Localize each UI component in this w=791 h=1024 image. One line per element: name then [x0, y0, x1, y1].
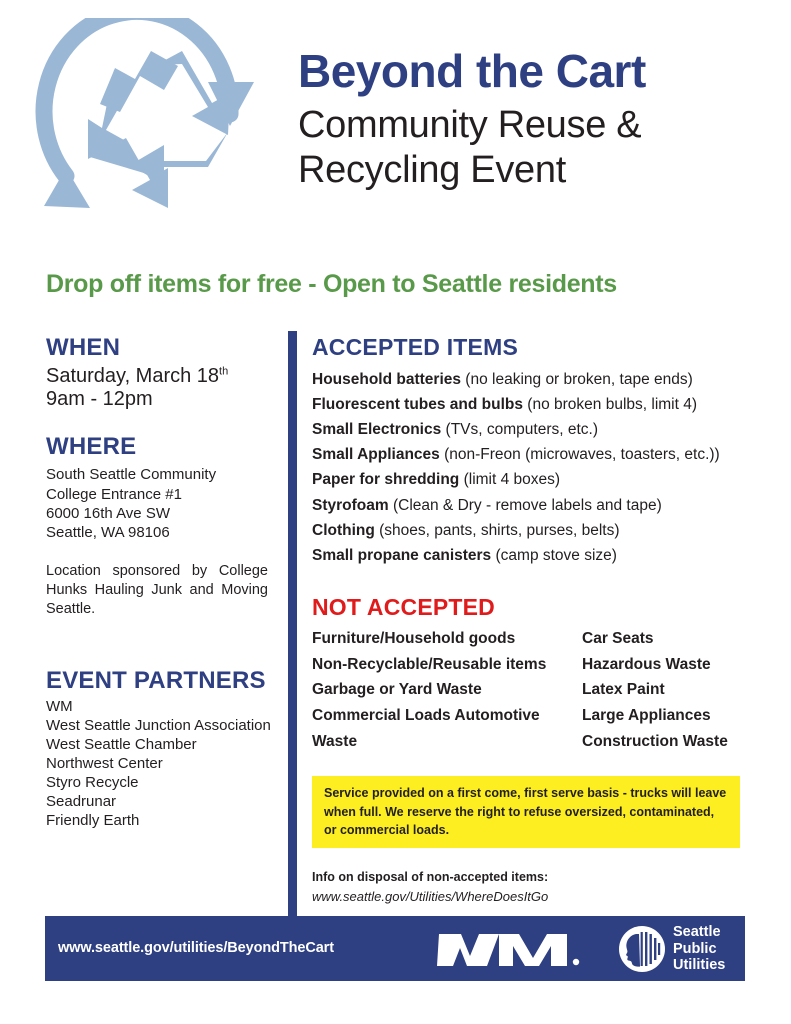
- right-column: [312, 334, 762, 904]
- item-detail: (Clean & Dry - remove labels and tape): [388, 496, 662, 514]
- list-item: Car Seats: [582, 629, 654, 647]
- left-column: [46, 334, 276, 830]
- list-item: [312, 518, 762, 543]
- item-name: Small Electronics: [312, 421, 442, 439]
- list-item: West Seattle Chamber: [46, 735, 197, 753]
- not-accepted-list: [312, 626, 762, 755]
- vertical-divider: [288, 331, 297, 919]
- not-accepted-column-right: [582, 626, 762, 755]
- title-block: [298, 45, 768, 193]
- spu-line-1: Seattle: [673, 923, 721, 940]
- list-item: WM: [46, 697, 73, 715]
- address-line: 6000 16th Ave SW: [46, 504, 170, 522]
- item-name: Clothing: [312, 521, 375, 539]
- list-item: Commercial Loads Automotive: [312, 707, 540, 725]
- page-title: Beyond the Cart: [298, 45, 646, 97]
- item-detail: (TVs, computers, etc.): [441, 421, 598, 439]
- list-item: Styro Recycle: [46, 773, 139, 791]
- list-item: [312, 367, 762, 392]
- event-time: 9am - 12pm: [46, 388, 153, 411]
- list-item: Construction Waste: [582, 732, 728, 750]
- when-details: [46, 365, 276, 411]
- list-item: [312, 417, 762, 442]
- not-accepted-heading: NOT ACCEPTED: [312, 593, 495, 620]
- location-sponsor-note: Location sponsored by College Hunks Hauling Junk and Moving Seattle.: [46, 563, 268, 617]
- tagline: Drop off items for free - Open to Seattle residents: [46, 270, 617, 298]
- item-name: Household batteries: [312, 371, 461, 388]
- flyer-header: [0, 0, 791, 298]
- list-item: West Seattle Junction Association: [46, 716, 271, 734]
- list-item: [312, 442, 762, 467]
- item-name: Small Appliances: [312, 446, 440, 464]
- wm-wordmark-logo: [437, 928, 587, 970]
- disposal-info-heading: Info on disposal of non-accepted items:: [312, 869, 549, 884]
- list-item: Furniture/Household goods: [312, 629, 516, 647]
- event-date-text: Saturday, March 18: [46, 365, 220, 387]
- flyer-footer: [45, 916, 745, 981]
- event-partners-heading: EVENT PARTNERS: [46, 666, 266, 694]
- item-detail: (camp stove size): [491, 546, 617, 564]
- list-item: Latex Paint: [582, 681, 665, 699]
- footer-url[interactable]: www.seattle.gov/utilities/BeyondTheCart: [58, 940, 334, 956]
- list-item: Waste: [312, 732, 358, 750]
- item-name: Styrofoam: [312, 496, 389, 514]
- item-detail: (non-Freon (microwaves, toasters, etc.)): [439, 446, 720, 464]
- spu-line-2: Public: [673, 940, 717, 957]
- accepted-items-list: [312, 367, 762, 568]
- event-date-ordinal: th: [219, 365, 229, 378]
- address-line: South Seattle Community: [46, 466, 217, 484]
- seattle-public-utilities-wordmark: [673, 924, 725, 974]
- list-item: Garbage or Yard Waste: [312, 681, 482, 699]
- subtitle-line-2: Recycling Event: [298, 148, 566, 191]
- list-item: Hazardous Waste: [582, 655, 711, 673]
- item-detail: (no broken bulbs, limit 4): [523, 396, 698, 414]
- seattle-public-utilities-seal-icon: [618, 925, 666, 973]
- subtitle-line-1: Community Reuse &: [298, 103, 642, 146]
- service-notice-box: [312, 776, 740, 847]
- when-heading: WHEN: [46, 334, 121, 361]
- recycling-arrows-icon: [22, 18, 294, 258]
- list-item: [312, 493, 762, 518]
- where-address: [46, 465, 276, 542]
- list-item: Non-Recyclable/Reusable items: [312, 655, 547, 673]
- item-detail: (no leaking or broken, tape ends): [461, 371, 693, 388]
- list-item: [312, 543, 762, 568]
- event-partners-list: [46, 697, 276, 830]
- accepted-items-heading: ACCEPTED ITEMS: [312, 334, 518, 360]
- item-detail: (shoes, pants, shirts, purses, belts): [374, 521, 620, 539]
- item-name: Paper for shredding: [312, 471, 460, 489]
- item-detail: (limit 4 boxes): [459, 471, 561, 489]
- item-name: Small propane canisters: [312, 546, 492, 564]
- item-name: Fluorescent tubes and bulbs: [312, 396, 523, 414]
- where-heading: WHERE: [46, 433, 137, 461]
- list-item: Seadrunar: [46, 792, 117, 810]
- disposal-info-url[interactable]: www.seattle.gov/Utilities/WhereDoesItGo: [312, 888, 549, 904]
- address-line: College Entrance #1: [46, 485, 182, 503]
- list-item: [312, 467, 762, 492]
- list-item: Friendly Earth: [46, 811, 140, 829]
- event-date: [46, 365, 276, 388]
- page-subtitle: [298, 103, 768, 193]
- service-notice-text: Service provided on a first come, first serve basis - trucks will leave when full. We reserve the right to refuse oversized, contaminated, or commercial loads.: [324, 786, 727, 837]
- not-accepted-column-left: [312, 626, 582, 755]
- seattle-public-utilities-logo: [618, 922, 740, 976]
- list-item: Northwest Center: [46, 754, 163, 772]
- address-line: Seattle, WA 98106: [46, 523, 170, 541]
- spu-line-3: Utilities: [673, 957, 726, 974]
- list-item: Large Appliances: [582, 707, 711, 725]
- list-item: [312, 392, 762, 417]
